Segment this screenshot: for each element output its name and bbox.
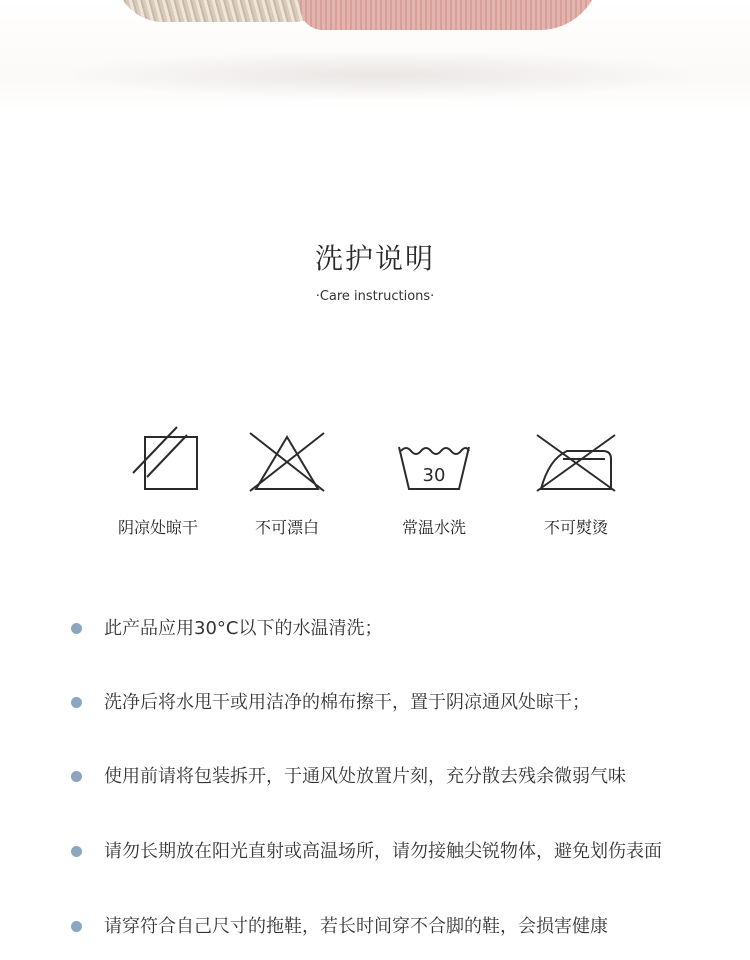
care-item-no-iron: [496, 425, 656, 538]
instruction-text: 洗净后将水甩干或用洁净的棉布擦干，置于阴凉通风处晾干；: [104, 692, 590, 713]
bullet-dot: [71, 846, 82, 857]
bullet-dot: [71, 697, 82, 708]
care-label-no-iron: 不可熨烫: [543, 518, 608, 537]
slipper-shadow: [60, 50, 700, 100]
bullet-dot: [71, 771, 82, 782]
care-label-wash: 常温水洗: [401, 518, 466, 537]
slipper-body: [300, 0, 600, 30]
list-item: [0, 610, 750, 646]
care-label-no-bleach: 不可漂白: [254, 518, 319, 537]
bullet-dot: [71, 921, 82, 932]
instruction-text: 此产品应用30°C以下的水温清洗；: [104, 618, 383, 639]
wash-30-icon: [389, 425, 479, 495]
instruction-text: 使用前请将包装拆开，于通风处放置片刻，充分散去残余微弱气味: [104, 766, 626, 787]
bullet-dot: [71, 623, 82, 634]
instruction-text: 请穿符合自己尺寸的拖鞋，若长时间穿不合脚的鞋，会损害健康: [104, 916, 608, 937]
no-bleach-icon: [242, 425, 332, 495]
care-label-shade-dry: 阴凉处晾干: [117, 518, 198, 537]
list-item: [0, 684, 750, 720]
section-subtitle: ·Care instructions·: [315, 289, 435, 304]
care-item-no-bleach: [207, 425, 367, 538]
no-iron-icon: [531, 425, 621, 495]
section-title: 洗护说明: [314, 242, 435, 275]
product-photo-strip: [0, 0, 750, 110]
list-item: [0, 908, 750, 944]
list-item: [0, 833, 750, 869]
wash-temp-label: 30: [422, 465, 446, 486]
instruction-text: 请勿长期放在阳光直射或高温场所，请勿接触尖锐物体，避免划伤表面: [104, 841, 662, 862]
care-icon-row: [0, 425, 750, 545]
shade-dry-icon: [113, 425, 203, 495]
list-item: [0, 758, 750, 794]
care-item-wash-30: [354, 425, 514, 538]
